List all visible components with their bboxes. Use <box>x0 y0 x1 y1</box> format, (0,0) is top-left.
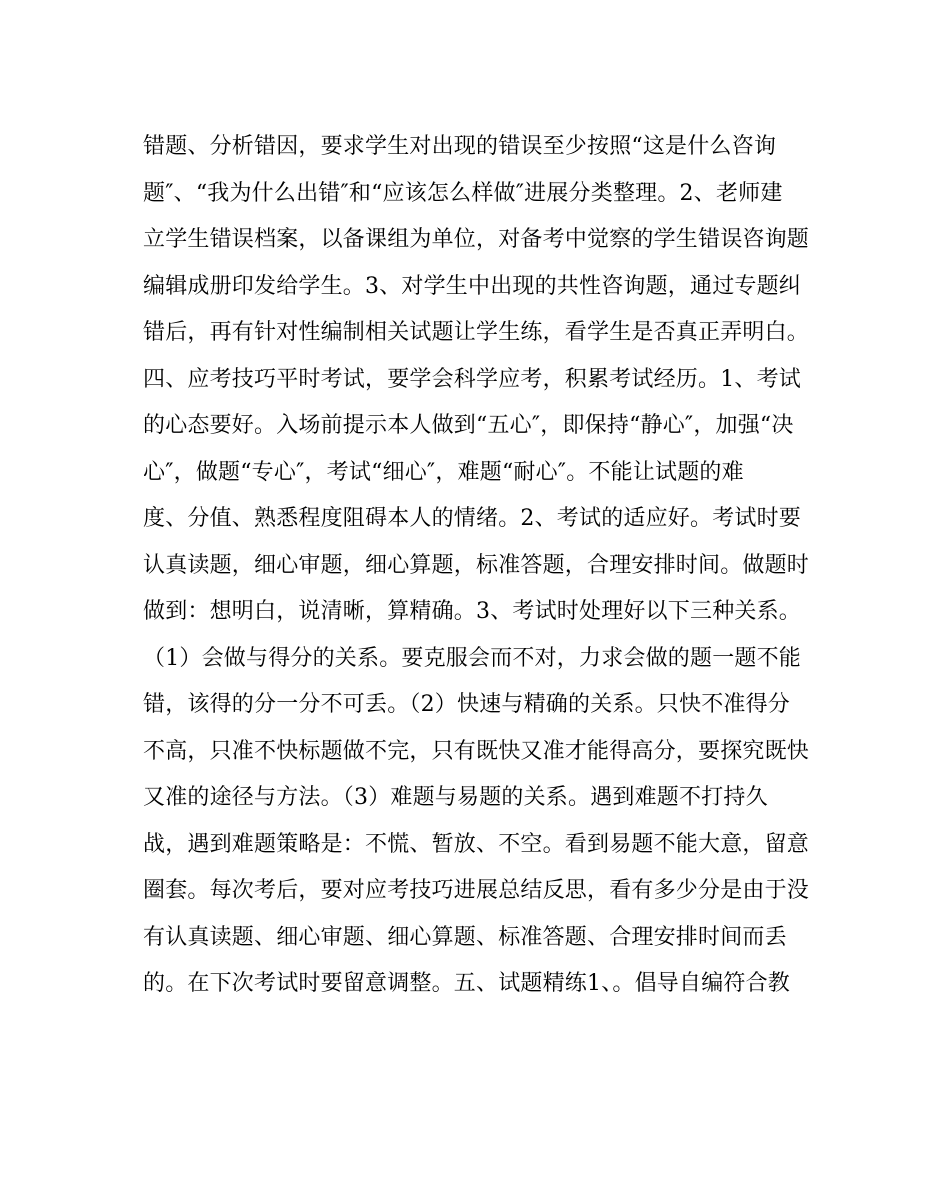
text-line: 错题、分析错因，要求学生对出现的错误至少按照“这是什么咨询 <box>143 134 777 159</box>
body-text <box>143 129 823 1013</box>
text-line: 圈套。每次考后，要对应考技巧进展总结反思，看有多少分是由于没 <box>143 878 810 903</box>
text-line: 有认真读题、细心审题、细心算题、标准答题、合理安排时间而丢 <box>143 924 787 950</box>
text-line: 错后，再有针对性编制相关试题让学生练，看学生是否真正弄明白。 <box>143 320 810 345</box>
text-line: 的心态要好。入场前提示本人做到“五心″，即保持“静心″，加强“决 <box>143 413 794 438</box>
text-line: 又准的途径与方法。（3）难题与易题的关系。遇到难题不打持久 <box>143 785 768 810</box>
text-line: 度、分值、熟悉程度阻碍本人的情绪。2、考试的适应好。考试时要 <box>143 506 801 531</box>
text-line: 认真读题，细心审题，细心算题，标准答题，合理安排时间。做题时 <box>143 552 810 578</box>
text-line: 心″，做题“专心″，考试“细心″，难题“耐心″。不能让试题的难 <box>143 459 744 485</box>
text-line: 战，遇到难题策略是：不慌、暂放、不空。看到易题不能大意，留意 <box>143 831 810 857</box>
text-line: 四、应考技巧平时考试，要学会科学应考，积累考试经历。1、考试 <box>143 366 801 392</box>
text-line: 的。在下次考试时要留意调整。五、试题精练1、。倡导自编符合教 <box>143 971 790 996</box>
text-line: 错，该得的分一分不可丢。（2）快速与精确的关系。只快不准得分 <box>143 692 790 717</box>
text-line: 立学生错误档案，以备课组为单位，对备考中觉察的学生错误咨询题 <box>143 227 810 252</box>
text-line: 编辑成册印发给学生。3、对学生中出现的共性咨询题，通过专题纠 <box>143 273 801 299</box>
text-line: （1）会做与得分的关系。要克服会而不对，力求会做的题一题不能 <box>143 645 801 671</box>
text-line: 不高，只准不快标题做不完，只有既快又准才能得高分，要探究既快 <box>143 738 810 764</box>
text-line: 题″、“我为什么出错″和“应该怎么样做″进展分类整理。2、老师建 <box>143 180 783 206</box>
text-line: 做到：想明白，说清晰，算精确。3、考试时处理好以下三种关系。 <box>143 599 801 624</box>
